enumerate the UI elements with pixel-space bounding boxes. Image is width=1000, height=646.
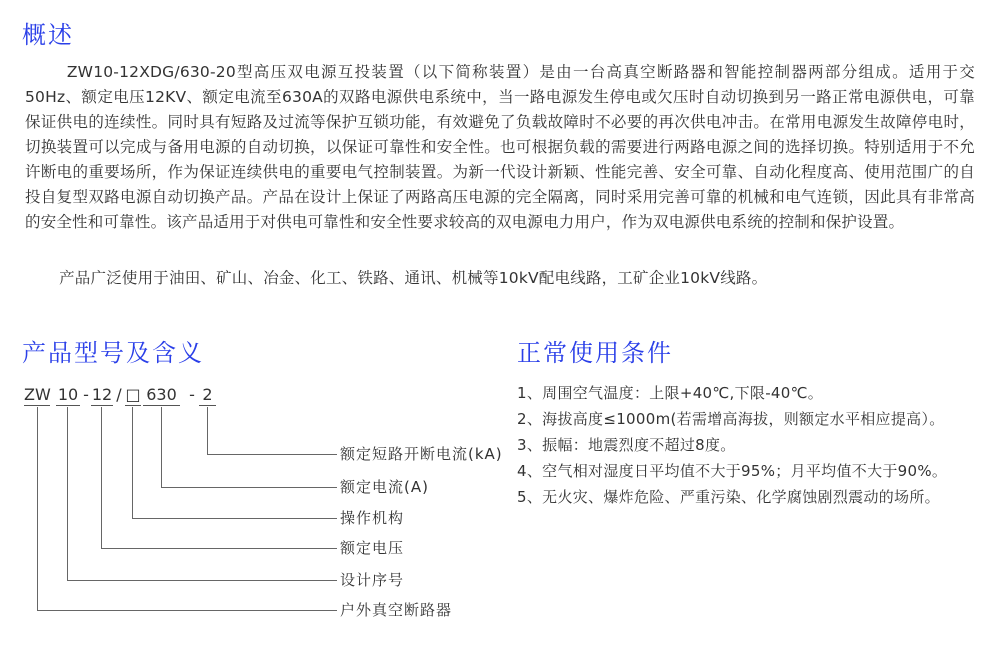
connector-vline-box (132, 407, 133, 519)
connector-hline-design-serial (67, 580, 337, 581)
connector-hline-rated-current (161, 487, 337, 488)
model-code-segment-630: 630 (143, 386, 180, 406)
model-code-separator-dash2: - (189, 385, 195, 404)
model-code-separator-slash: / (116, 385, 122, 404)
model-label-breaking-current: 额定短路开断电流(kA) (340, 445, 503, 463)
connector-hline-breaking-current (207, 454, 337, 455)
connector-vline-zw (37, 407, 38, 611)
condition-item-1: 1、周围空气温度：上限+40℃,下限-40℃。 (517, 384, 824, 402)
overview-paragraph-2: 产品广泛使用于油田、矿山、冶金、化工、铁路、通讯、机械等10kV配电线路，工矿企业10kV线路。 (59, 269, 768, 287)
model-code-segment-10: 10 (57, 385, 79, 404)
connector-hline-mechanism (132, 518, 337, 519)
model-code-segment-box: □ (125, 385, 141, 404)
conditions-list (517, 380, 987, 510)
model-code-segment-2: 2 (199, 386, 216, 406)
connector-vline-2 (207, 407, 208, 455)
condition-item-2: 2、海拔高度≤1000m(若需增高海拔，则额定水平相应提高）。 (517, 410, 945, 428)
condition-item-3: 3、振幅：地震烈度不超过8度。 (517, 436, 736, 454)
condition-item-4: 4、空气相对湿度日平均值不大于95%；月平均值不大于90%。 (517, 462, 948, 480)
model-code-segment-zw: ZW (24, 385, 51, 404)
model-code-segment-12: 12 (91, 385, 113, 404)
connector-hline-rated-voltage (101, 548, 337, 549)
overview-paragraph-1: ZW10-12XDG/630-20型高压双电源互投装置（以下简称装置）是由一台高真空断路器和智能控制器两部分组成。适用于交50Hz、额定电压12KV、额定电流至630A的双路电源供电系统中，当一路电源发生停电或欠压时自动切换到另一路正常电源供电，可靠保证供电的连续性。同时具有短路及过流等保护互锁功能，有效避免了负载故障时不必要的再次供电冲击。在常用电源发生故障停电时，切换装置可以完成与备用电源的自动切换，以保证可靠性和安全性。也可根据负载的需要进行两路电源之间的选择切换。特别适用于不允许断电的重要场所，作为保证连续供电的重要电气控制装置。为新一代设计新颖、性能完善、安全可靠、自动化程度高、使用范围广的自投自复型双路电源自动切换产品。产品在设计上保证了两路高压电源的完全隔离，同时采用完善可靠的机械和电气连锁，因此具有非常高的安全性和可靠性。该产品适用于对供电可靠性和安全性要求较高的双电源电力用户，作为双电源供电系统的控制和保护设置。 (25, 63, 975, 231)
connector-vline-12 (101, 407, 102, 549)
model-section-title: 产品型号及含义 (22, 339, 204, 367)
overview-section-title: 概述 (22, 21, 74, 49)
conditions-section-title: 正常使用条件 (517, 339, 673, 367)
model-label-rated-current: 额定电流(A) (340, 478, 429, 496)
model-label-mechanism: 操作机构 (340, 509, 405, 527)
model-code-separator-dash: - (83, 385, 89, 404)
model-label-rated-voltage: 额定电压 (340, 539, 405, 557)
model-label-outdoor-breaker: 户外真空断路器 (340, 601, 453, 619)
connector-hline-outdoor-breaker (37, 610, 337, 611)
model-label-design-serial: 设计序号 (340, 571, 405, 589)
condition-item-5: 5、无火灾、爆炸危险、严重污染、化学腐蚀剧烈震动的场所。 (517, 488, 940, 506)
connector-vline-10 (67, 407, 68, 581)
connector-vline-630 (161, 407, 162, 488)
